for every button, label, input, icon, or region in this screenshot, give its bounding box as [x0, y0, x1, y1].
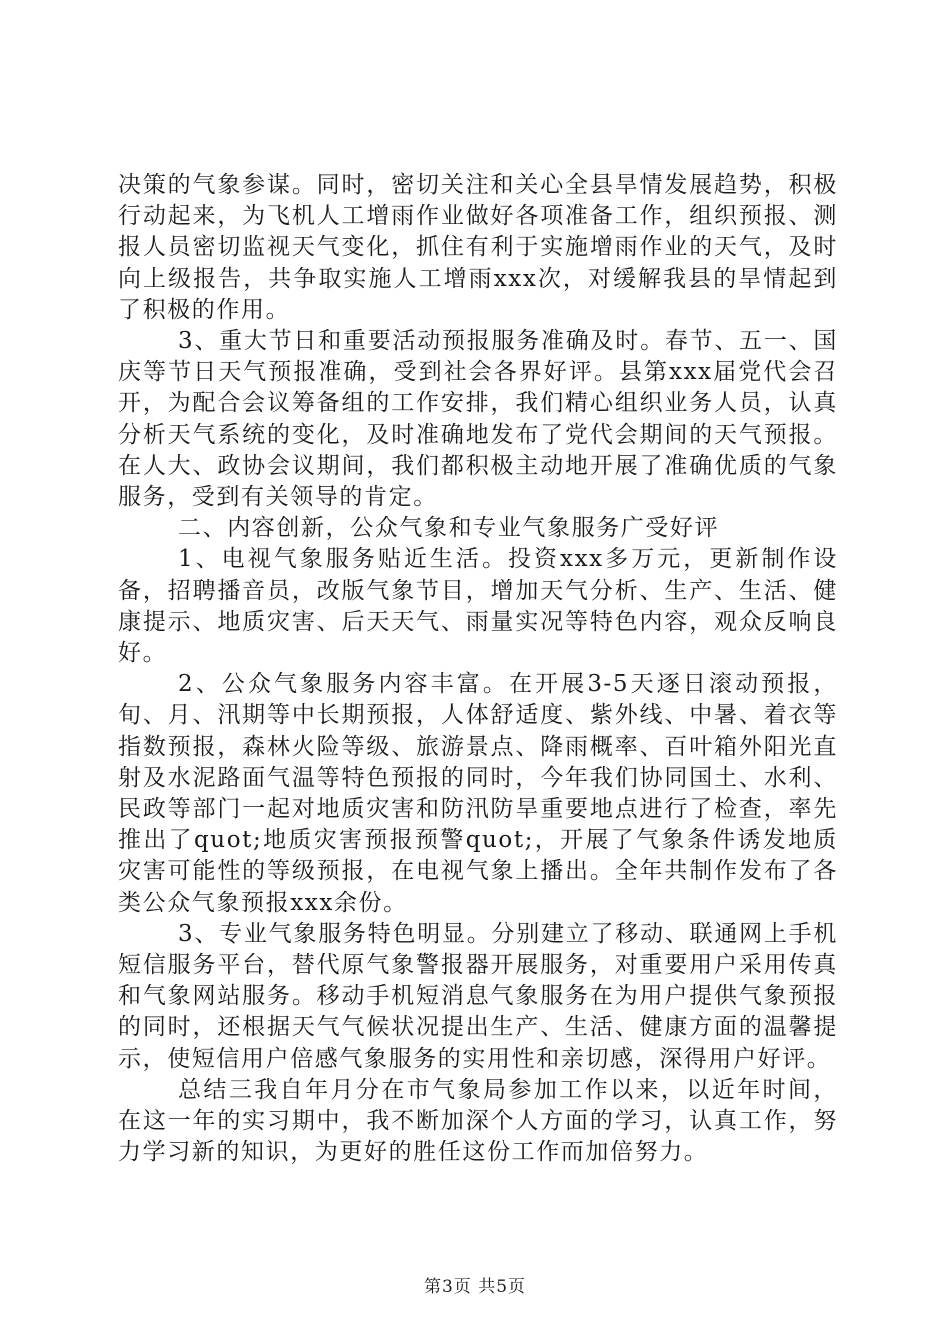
paragraph-6: 总结三我自年月分在市气象局参加工作以来，以近年时间，在这一年的实习期中，我不断加深个人方面的学习，认真工作，努力学习新的知识，为更好的胜任这份工作而加倍努力。	[118, 1076, 838, 1166]
section-heading: 二、内容创新，公众气象和专业气象服务广受好评	[178, 515, 720, 542]
page-number-footer: 第3页 共5页	[423, 1277, 527, 1297]
document-body	[118, 170, 838, 1169]
paragraph-4: 2、公众气象服务内容丰富。在开展3-5天逐日滚动预报，旬、月、汛期等中长期预报，人体舒适度、紫外线、中暑、着衣等指数预报，森林火险等级、旅游景点、降雨概率、百叶箱外阳光直射及水泥路面气温等特色预报的同时，今年我们协同国土、水利、民政等部门一起对地质灾害和防汛防旱重要地点进行了检查，率先推出了quot;地质灾害预报预警quot;，开展了气象条件诱发地质灾害可能性的等级预报，在电视气象上播出。全年共制作发布了各类公众气象预报xxx余份。	[118, 671, 838, 916]
paragraph-1: 决策的气象参谋。同时，密切关注和关心全县旱情发展趋势，积极行动起来，为飞机人工增雨作业做好各项准备工作，组织预报、测报人员密切监视天气变化，抓住有利于实施增雨作业的天气，及时向上级报告，共争取实施人工增雨xxx次，对缓解我县的旱情起到了积极的作用。	[118, 172, 838, 323]
paragraph-5: 3、专业气象服务特色明显。分别建立了移动、联通网上手机短信服务平台，替代原气象警报器开展服务，对重要用户采用传真和气象网站服务。移动手机短消息气象服务在为用户提供气象预报的同时，还根据天气气候状况提出生产、生活、健康方面的温馨提示，使短信用户倍感气象服务的实用性和亲切感，深得用户好评。	[118, 920, 838, 1072]
paragraph-3: 1、电视气象服务贴近生活。投资xxx多万元，更新制作设备，招聘播音员，改版气象节目，增加天气分析、生产、生活、健康提示、地质灾害、后天天气、雨量实况等特色内容，观众反响良好。	[118, 546, 838, 667]
paragraph-2: 3、重大节日和重要活动预报服务准确及时。春节、五一、国庆等节日天气预报准确，受到社会各界好评。县第xxx届党代会召开，为配合会议筹备组的工作安排，我们精心组织业务人员，认真分析天气系统的变化，及时准确地发布了党代会期间的天气预报。在人大、政协会议期间，我们都积极主动地开展了准确优质的气象服务，受到有关领导的肯定。	[118, 328, 838, 511]
